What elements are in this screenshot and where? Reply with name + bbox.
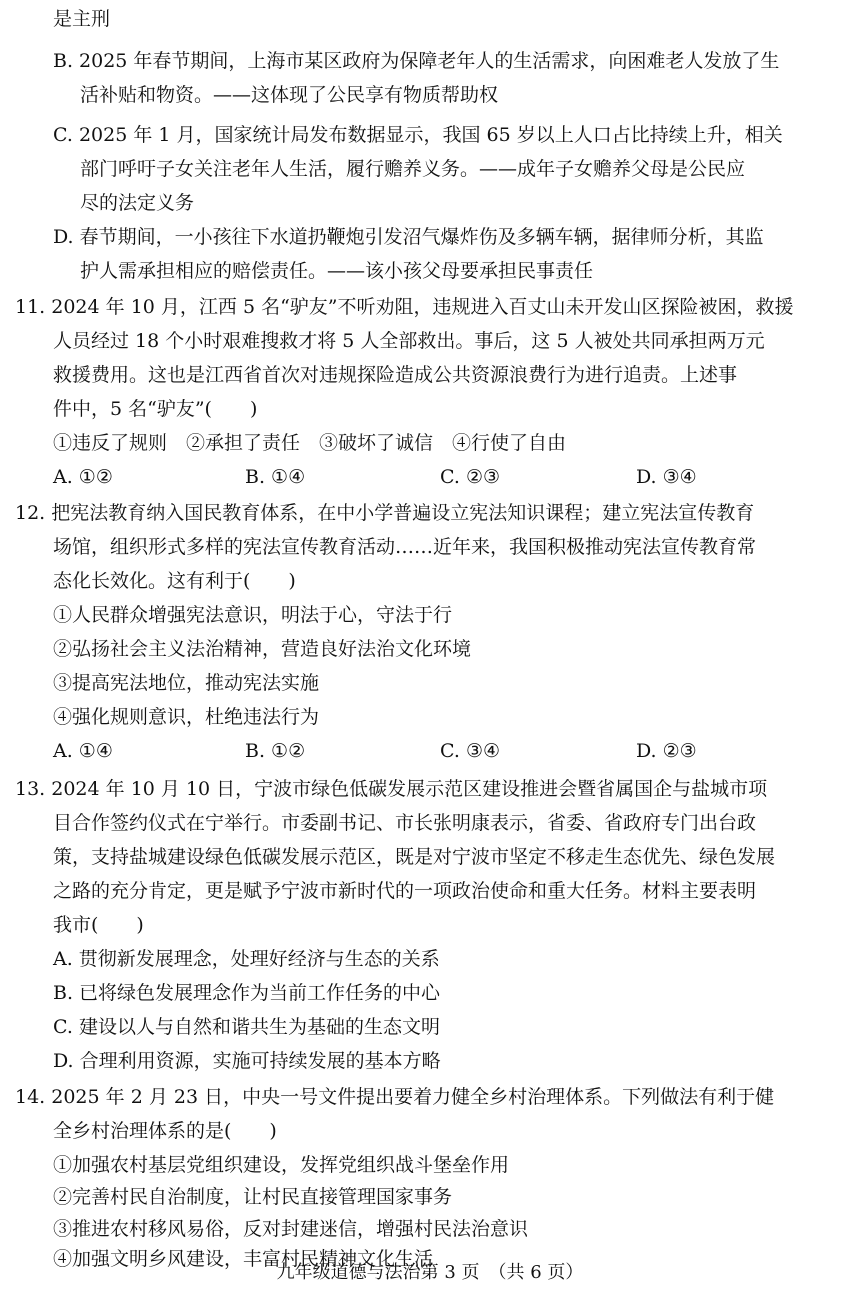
q14-statement-1: ①加强农村基层党组织建设，发挥党组织战斗堡垒作用 <box>53 1154 510 1176</box>
q12-statement-1: ①人民群众增强宪法意识，明法于心，守法于行 <box>53 604 453 626</box>
q14-stem-line2: 全乡村治理体系的是( ) <box>53 1120 277 1142</box>
q13-stem-line1: 13. 2024 年 10 月 10 日，宁波市绿色低碳发展示范区建设推进会暨省属国企与盐城市项 <box>15 778 768 800</box>
prev-option-c-line2: 部门呼吁子女关注老年人生活，履行赡养义务。——成年子女赡养父母是公民应 <box>80 158 746 180</box>
prev-question-tail: 是主刑 <box>53 8 111 30</box>
q12-choices <box>0 734 860 768</box>
q13-stem-line4: 之路的充分肯定，更是赋予宁波市新时代的一项政治使命和重大任务。材料主要表明 <box>53 880 757 902</box>
q14-statement-3: ③推进农村移风易俗，反对封建迷信，增强村民法治意识 <box>53 1218 529 1240</box>
q14-statement-4: ④加强文明乡风建设，丰富村民精神文化生活 <box>53 1248 434 1270</box>
prev-option-c-line1: C. 2025 年 1 月，国家统计局发布数据显示，我国 65 岁以上人口占比持续上升，相关 <box>53 124 783 146</box>
q13-stem-line5: 我市( ) <box>53 914 144 936</box>
q13-choice-c[interactable]: C. 建设以人与自然和谐共生为基础的生态文明 <box>53 1016 440 1038</box>
q13-stem-line3: 策，支持盐城建设绿色低碳发展示范区，既是对宁波市坚定不移走生态优先、绿色发展 <box>53 846 776 868</box>
q12-choice-c[interactable]: C. ③④ <box>440 740 501 762</box>
q11-choice-d[interactable]: D. ③④ <box>636 466 697 488</box>
q12-choice-b[interactable]: B. ①② <box>245 740 306 762</box>
q12-choice-d[interactable]: D. ②③ <box>636 740 697 762</box>
q12-stem-line3: 态化长效化。这有利于( ) <box>53 570 296 592</box>
prev-option-d-line1: D. 春节期间，一小孩往下水道扔鞭炮引发沼气爆炸伤及多辆车辆，据律师分析，其监 <box>53 226 764 248</box>
prev-option-d-line2: 护人需承担相应的赔偿责任。——该小孩父母要承担民事责任 <box>80 260 594 282</box>
q13-choice-a[interactable]: A. 贯彻新发展理念，处理好经济与生态的关系 <box>53 948 440 970</box>
prev-option-c-line3: 尽的法定义务 <box>80 192 195 214</box>
page-footer: 九年级道德与法治第 3 页 （共 6 页） <box>276 1262 584 1283</box>
q12-stem-line1: 12. 把宪法教育纳入国民教育体系，在中小学普遍设立宪法知识课程；建立宪法宣传教育 <box>15 502 755 524</box>
q12-stem-line2: 场馆，组织形式多样的宪法宣传教育活动……近年来，我国积极推动宪法宣传教育常 <box>53 536 757 558</box>
q12-statement-3: ③提高宪法地位，推动宪法实施 <box>53 672 320 694</box>
q11-statements: ①违反了规则 ②承担了责任 ③破坏了诚信 ④行使了自由 <box>53 432 567 454</box>
q11-stem-line1: 11. 2024 年 10 月，江西 5 名“驴友”不听劝阻，违规进入百丈山未开发山区探险被困，救援 <box>15 296 794 318</box>
q11-choices <box>0 460 860 494</box>
prev-option-b-line2: 活补贴和物资。——这体现了公民享有物质帮助权 <box>80 84 499 106</box>
q13-choice-d[interactable]: D. 合理利用资源，实施可持续发展的基本方略 <box>53 1050 441 1072</box>
q11-stem-line4: 件中，5 名“驴友”( ) <box>53 398 258 420</box>
q11-stem-line2: 人员经过 18 个小时艰难搜救才将 5 人全部救出。事后，这 5 人被处共同承担两万元 <box>53 330 765 352</box>
q11-stem-line3: 救援费用。这也是江西省首次对违规探险造成公共资源浪费行为进行追责。上述事 <box>53 364 738 386</box>
q11-choice-c[interactable]: C. ②③ <box>440 466 501 488</box>
q13-choice-b[interactable]: B. 已将绿色发展理念作为当前工作任务的中心 <box>53 982 441 1004</box>
q14-statement-2: ②完善村民自治制度，让村民直接管理国家事务 <box>53 1186 453 1208</box>
q13-stem-line2: 目合作签约仪式在宁举行。市委副书记、市长张明康表示，省委、省政府专门出台政 <box>53 812 757 834</box>
q11-choice-a[interactable]: A. ①② <box>53 466 113 488</box>
prev-option-b-line1: B. 2025 年春节期间，上海市某区政府为保障老年人的生活需求，向困难老人发放了生 <box>53 50 780 72</box>
q14-stem-line1: 14. 2025 年 2 月 23 日，中央一号文件提出要着力健全乡村治理体系。下列做法有利于健 <box>15 1086 775 1108</box>
q12-statement-4: ④强化规则意识，杜绝违法行为 <box>53 706 320 728</box>
q12-statement-2: ②弘扬社会主义法治精神，营造良好法治文化环境 <box>53 638 472 660</box>
q12-choice-a[interactable]: A. ①④ <box>53 740 113 762</box>
q11-choice-b[interactable]: B. ①④ <box>245 466 306 488</box>
